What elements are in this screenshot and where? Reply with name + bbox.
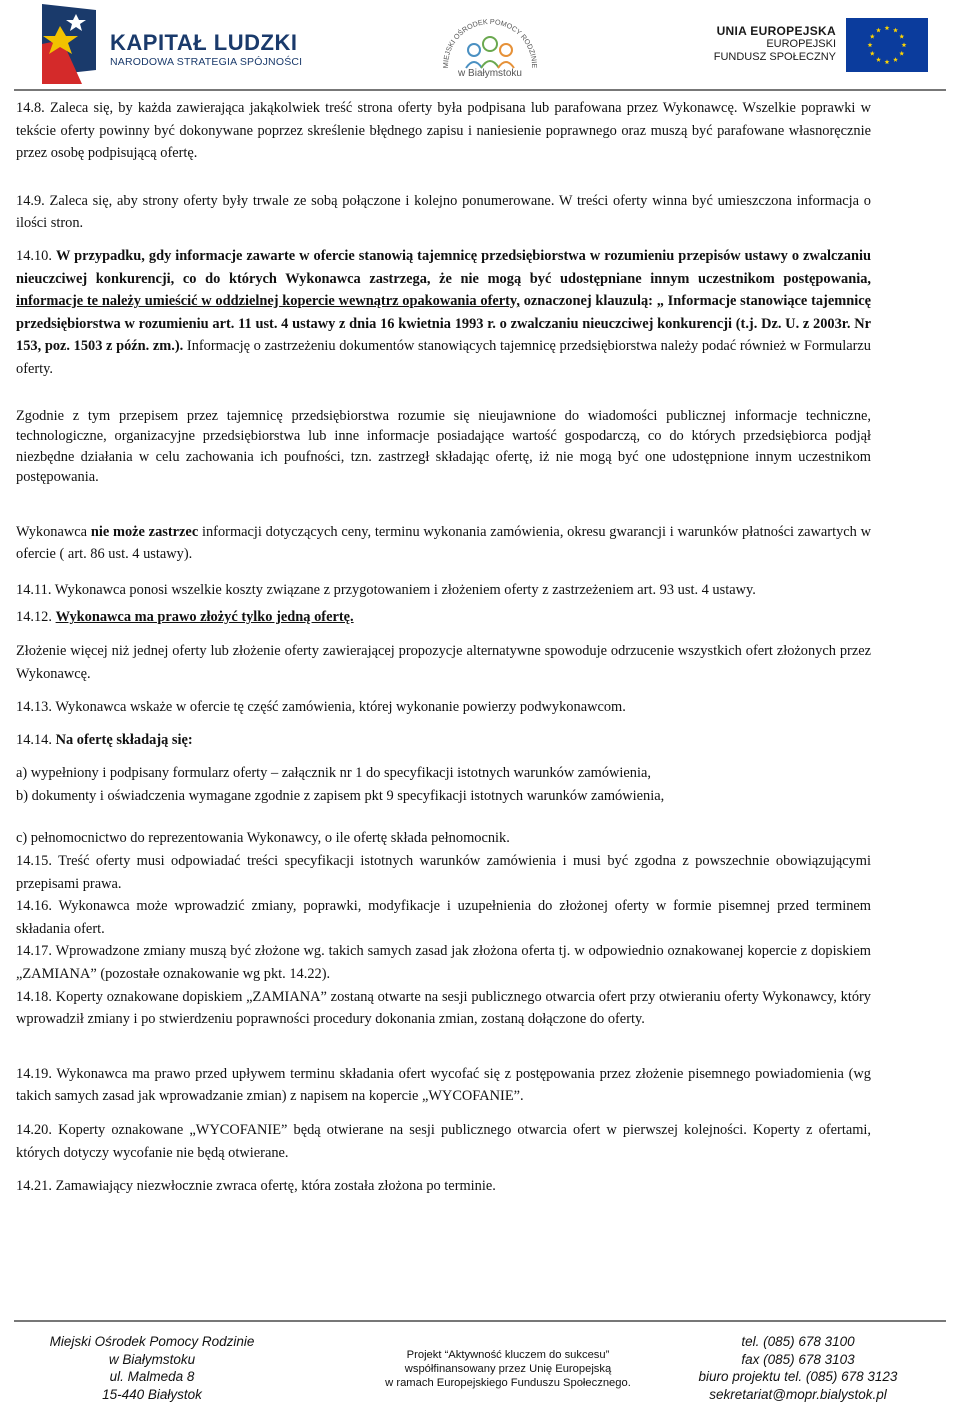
- footer-project-phone: biuro projektu tel. (085) 678 3123: [698, 1369, 898, 1384]
- section-14-11: 14.11. Wykonawca ponosi wszelkie koszty związane z przygotowaniem i złożeniem oferty z zastrzeżeniem art. 93 ust. 4 ustawy.: [16, 581, 756, 598]
- wykonawca-text-2: informacji dotyczących ceny, terminu wykonania zamówienia, okresu gwarancji i warunków płatności zawartych w ofercie ( art. 86 ust. 4 ustawy).: [16, 523, 871, 563]
- section-14-12: [16, 606, 871, 629]
- mopr-city: w Białymstoku: [458, 68, 522, 79]
- header-divider: [14, 89, 946, 91]
- section-14-20: 14.20. Koperty oznakowane „WYCOFANIE” będą otwierane na sesji publicznego otwarcia ofert w pierwszej kolejności. Koperty z ofertami, których dotyczy wycofanie nie będą otwierane.: [16, 1122, 871, 1161]
- section-14-21: 14.21. Zamawiający niezwłocznie zwraca ofertę, która została złożona po terminie.: [16, 1178, 496, 1195]
- paragraph-zgodnie: Zgodnie z tym przepisem przez tajemnicę przedsiębiorstwa rozumie się nieujawnione do wiadomości publicznej informacje techniczne, technologiczne, organizacyjne przedsiębiorstwa lub inne informacje posiadające wartość gospodarczą, co do których przedsiębiorca podjął niezbędne działania w celu zachowania ich poufności, tzn. zastrzegł składając ofertę, iż nie mogą być one udostępnione innym uczestnikom postępowania.: [16, 407, 871, 486]
- section-14-16: 14.16. Wykonawca może wprowadzić zmiany, poprawki, modyfikacje i uzupełnienia do złożonej oferty w formie pisemnej przed terminem składania ofert.: [16, 898, 871, 937]
- footer-contact: [680, 1333, 916, 1403]
- eu-line-1: UNIA EUROPEJSKA: [716, 24, 836, 38]
- footer-mid-line-3: w ramach Europejskiego Funduszu Społecznego.: [385, 1377, 631, 1389]
- kapital-ludzki-logo: [38, 4, 303, 84]
- kapital-ludzki-subtitle: NARODOWA STRATEGIA SPÓJNOŚCI: [110, 56, 303, 68]
- mopr-logo: [438, 10, 542, 86]
- mopr-emblem-icon: [438, 10, 542, 74]
- mopr-arc-text: MIEJSKI OŚRODEK POMOCY RODZINIE: [440, 16, 540, 69]
- footer-left-line-2: w Białymstoku: [108, 1351, 196, 1367]
- footer-fax: fax (085) 678 3103: [741, 1351, 855, 1367]
- page-header: [0, 0, 960, 92]
- section-14-10-bold-2: oznaczonej klauzulą: „ Informacje stanowiące tajemnicę przedsiębiorstwa w rozumieniu art. 11 ust. 4 ustawy z dnia 16 kwietnia 1993 r. o zwalczaniu nieuczciwej konkurencji (t.j. Dz. U. z 2003r. Nr 153, poz. 1503 z późn. zm.).: [16, 293, 871, 355]
- footer-email: sekretariat@mopr.bialystok.pl: [709, 1386, 887, 1402]
- kapital-ludzki-title: KAPITAŁ LUDZKI: [110, 30, 298, 55]
- footer-address: [32, 1333, 272, 1403]
- paragraph-wykonawca-nie-moze: [16, 521, 871, 566]
- footer-left-line-4: 15-440 Białystok: [102, 1386, 202, 1402]
- eu-flag-icon: [846, 18, 928, 72]
- section-14-14-bold: Na ofertę składają się:: [55, 731, 193, 748]
- page-footer: [0, 1320, 960, 1403]
- list-item-b: b) dokumenty i oświadczenia wymagane zgodnie z zapisem pkt 9 specyfikacji istotnych warunków zamówienia,: [16, 787, 665, 804]
- footer-left-line-1: Miejski Ośrodek Pomocy Rodzinie: [49, 1334, 255, 1349]
- section-14-10-number: 14.10.: [16, 247, 52, 264]
- eu-text-block: [714, 24, 836, 64]
- section-14-10-bold-1: W przypadku, gdy informacje zawarte w ofercie stanowią tajemnicę przedsiębiorstwa w rozumieniu przepisów ustawy o zwalczaniu nieuczciwej konkurencji, co do których Wykonawca zastrzega, że nie mogą być udostępniane innym uczestnikom postępowania,: [16, 247, 871, 287]
- section-14-13: 14.13. Wykonawca wskaże w ofercie tę część zamówienia, której wykonanie powierzy podwykonawcom.: [16, 699, 626, 716]
- section-14-9: 14.9. Zaleca się, aby strony oferty były trwale ze sobą połączone i kolejno ponumerowane. W treści oferty winna być umieszczona informacja o ilości stron.: [16, 192, 871, 232]
- footer-divider: [14, 1320, 946, 1322]
- eu-line-3: FUNDUSZ SPOŁECZNY: [713, 51, 836, 63]
- footer-mid-line-2: współfinansowany przez Unię Europejską: [404, 1363, 612, 1375]
- document-body: [16, 97, 871, 1198]
- kapital-ludzki-flag-icon: [38, 4, 100, 84]
- section-14-12-bold: Wykonawca ma prawo złożyć tylko jedną ofertę.: [55, 609, 354, 626]
- footer-left-line-3: ul. Malmeda 8: [109, 1369, 195, 1384]
- section-14-10-rest: Informację o zastrzeżeniu dokumentów stanowiących tajemnicę przedsiębiorstwa należy podać również w Formularzu oferty.: [16, 338, 871, 377]
- section-14-15: 14.15. Treść oferty musi odpowiadać treści specyfikacji istotnych warunków zamówienia i musi być zgodna z powszechnie obowiązującymi przepisami prawa.: [16, 853, 871, 892]
- section-14-12-number: 14.12.: [16, 609, 52, 626]
- footer-mid-line-1: Projekt “Aktywność kluczem do sukcesu”: [406, 1349, 610, 1361]
- section-14-8: 14.8. Zaleca się, by każda zawierająca jakąkolwiek treść strona oferty była podpisana lub parafowana przez Wykonawcę. Wszelkie poprawki w tekście oferty powinny być dokonywane poprzez skreślenie błędnego zapisu i naniesienie poprawnego oraz muszą być parafowane własnoręcznie przez osobę podpisującą ofertę.: [16, 100, 871, 162]
- paragraph-zlozenie: Złożenie więcej niż jednej oferty lub złożenie oferty zawierającej propozycje alternatywne spowoduje odrzucenie wszystkich ofert złożonych przez Wykonawcę.: [16, 642, 871, 682]
- section-14-10-underlined: informacje te należy umieścić w oddzielnej kopercie wewnątrz opakowania oferty,: [16, 293, 520, 310]
- section-14-14-number: 14.14.: [16, 731, 52, 748]
- eu-logo: [713, 18, 928, 72]
- section-14-18: 14.18. Koperty oznakowane dopiskiem „ZAMIANA” zostaną otwarte na sesji publicznego otwarcia ofert przy otwieraniu oferty Wykonawcy, który wprowadził zmiany i po stwierdzeniu poprawności procedury dokonania zmian, zostaną dołączone do oferty.: [16, 988, 871, 1028]
- list-item-c: c) pełnomocnictwo do reprezentowania Wykonawcy, o ile ofertę składa pełnomocnik.: [16, 830, 510, 847]
- footer-project: [358, 1348, 658, 1390]
- section-14-10: [16, 245, 871, 381]
- list-item-a: a) wypełniony i podpisany formularz oferty – załącznik nr 1 do specyfikacji istotnych warunków zamówienia,: [16, 765, 651, 782]
- section-14-19: 14.19. Wykonawca ma prawo przed upływem terminu składania ofert wycofać się z postępowania przez złożenie pisemnego powiadomienia (wg takich samych zasad jak wprowadzanie zmian) z napisem na kopercie „WYCOFANIE”.: [16, 1065, 871, 1105]
- section-14-14: [16, 729, 871, 752]
- section-14-17: 14.17. Wprowadzone zmiany muszą być złożone wg. takich samych zasad jak złożona oferta tj. w odpowiednio oznakowanej kopercie z dopiskiem „ZAMIANA” (pozostałe oznakowanie wg pkt. 14.22).: [16, 943, 871, 983]
- wykonawca-text-1: Wykonawca: [16, 523, 88, 540]
- eu-line-2: EUROPEJSKI: [766, 38, 836, 50]
- footer-phone: tel. (085) 678 3100: [741, 1334, 855, 1349]
- wykonawca-bold: nie może zastrzec: [90, 523, 199, 540]
